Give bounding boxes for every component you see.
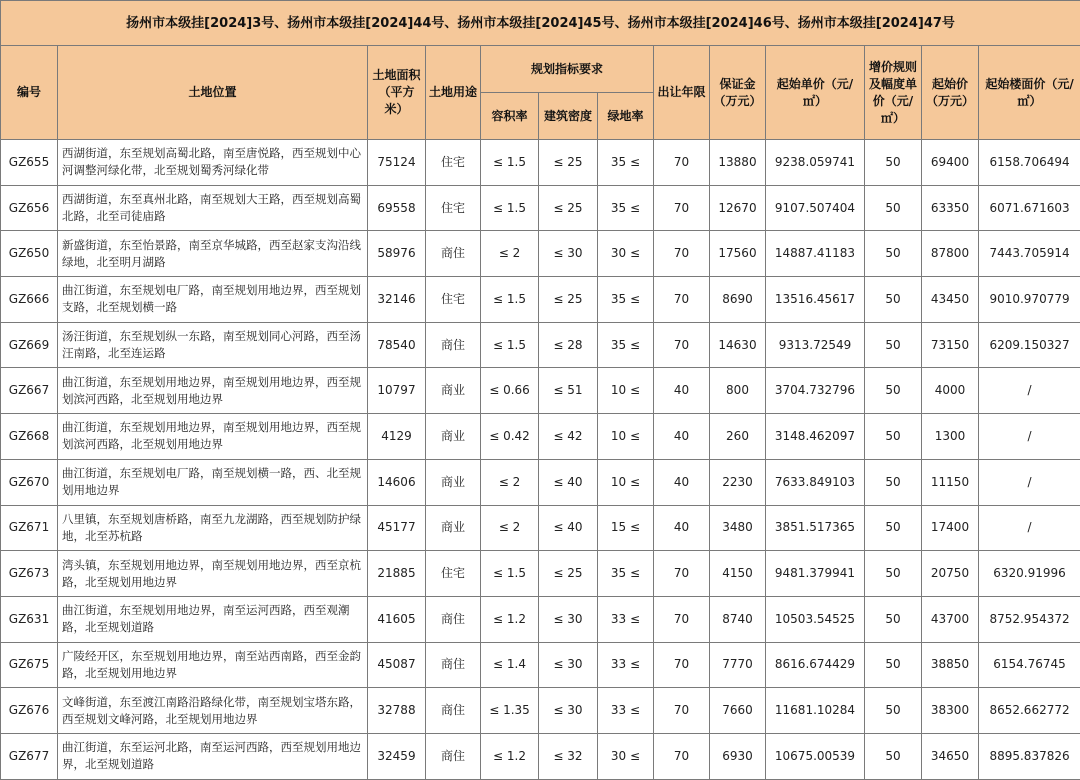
cell-green: 33 ≤ bbox=[598, 688, 654, 734]
cell-start-price: 4000 bbox=[922, 368, 979, 414]
cell-id: GZ650 bbox=[1, 231, 58, 277]
table-row bbox=[1, 185, 1080, 231]
cell-unit-price: 9481.379941 bbox=[766, 551, 865, 597]
cell-id: GZ669 bbox=[1, 322, 58, 368]
cell-floor-price: 6209.150327 bbox=[979, 322, 1080, 368]
cell-unit-price: 9313.72549 bbox=[766, 322, 865, 368]
header-density: 建筑密度 bbox=[539, 93, 598, 140]
cell-start-price: 17400 bbox=[922, 505, 979, 551]
table-row bbox=[1, 642, 1080, 688]
cell-use: 住宅 bbox=[426, 551, 481, 597]
cell-area: 14606 bbox=[368, 459, 426, 505]
cell-green: 33 ≤ bbox=[598, 596, 654, 642]
cell-deposit: 260 bbox=[710, 414, 766, 460]
cell-unit-price: 9238.059741 bbox=[766, 140, 865, 186]
cell-id: GZ666 bbox=[1, 277, 58, 323]
cell-years: 70 bbox=[654, 231, 710, 277]
cell-increment: 50 bbox=[865, 231, 922, 277]
cell-density: ≤ 25 bbox=[539, 551, 598, 597]
cell-start-price: 38850 bbox=[922, 642, 979, 688]
cell-increment: 50 bbox=[865, 596, 922, 642]
table-row bbox=[1, 505, 1080, 551]
cell-green: 35 ≤ bbox=[598, 322, 654, 368]
cell-area: 10797 bbox=[368, 368, 426, 414]
cell-area: 45177 bbox=[368, 505, 426, 551]
cell-id: GZ671 bbox=[1, 505, 58, 551]
cell-increment: 50 bbox=[865, 642, 922, 688]
cell-far: ≤ 2 bbox=[481, 231, 539, 277]
cell-location: 曲江街道，东至运河北路，南至运河西路，西至规划用地边界，北至规划道路 bbox=[58, 733, 368, 779]
table-row bbox=[1, 368, 1080, 414]
table-title: 扬州市本级挂[2024]3号、扬州市本级挂[2024]44号、扬州市本级挂[2024]45号、扬州市本级挂[2024]46号、扬州市本级挂[2024]47号 bbox=[1, 1, 1080, 46]
cell-green: 10 ≤ bbox=[598, 414, 654, 460]
cell-years: 70 bbox=[654, 185, 710, 231]
cell-use: 商住 bbox=[426, 596, 481, 642]
cell-location: 八里镇，东至规划唐桥路，南至九龙湖路，西至规划防护绿地，北至苏杭路 bbox=[58, 505, 368, 551]
header-unit-price: 起始单价（元/㎡） bbox=[766, 46, 865, 140]
table-row bbox=[1, 551, 1080, 597]
cell-area: 75124 bbox=[368, 140, 426, 186]
cell-green: 30 ≤ bbox=[598, 733, 654, 779]
cell-location: 曲江街道，东至规划用地边界，南至运河西路，西至观潮路，北至规划道路 bbox=[58, 596, 368, 642]
cell-floor-price: 6158.706494 bbox=[979, 140, 1080, 186]
cell-deposit: 7660 bbox=[710, 688, 766, 734]
cell-id: GZ675 bbox=[1, 642, 58, 688]
cell-unit-price: 10675.00539 bbox=[766, 733, 865, 779]
cell-deposit: 4150 bbox=[710, 551, 766, 597]
header-deposit: 保证金（万元） bbox=[710, 46, 766, 140]
cell-increment: 50 bbox=[865, 414, 922, 460]
header-increment: 增价规则及幅度单价（元/㎡） bbox=[865, 46, 922, 140]
cell-density: ≤ 32 bbox=[539, 733, 598, 779]
cell-far: ≤ 1.5 bbox=[481, 551, 539, 597]
cell-id: GZ673 bbox=[1, 551, 58, 597]
cell-density: ≤ 30 bbox=[539, 596, 598, 642]
cell-density: ≤ 42 bbox=[539, 414, 598, 460]
cell-location: 曲江街道，东至规划电厂路，南至规划横一路，西、北至规划用地边界 bbox=[58, 459, 368, 505]
cell-years: 70 bbox=[654, 551, 710, 597]
cell-increment: 50 bbox=[865, 688, 922, 734]
cell-years: 70 bbox=[654, 596, 710, 642]
cell-far: ≤ 1.5 bbox=[481, 140, 539, 186]
cell-floor-price: 6071.671603 bbox=[979, 185, 1080, 231]
cell-floor-price: 7443.705914 bbox=[979, 231, 1080, 277]
cell-deposit: 8690 bbox=[710, 277, 766, 323]
cell-increment: 50 bbox=[865, 551, 922, 597]
cell-increment: 50 bbox=[865, 322, 922, 368]
cell-deposit: 13880 bbox=[710, 140, 766, 186]
cell-floor-price: 8752.954372 bbox=[979, 596, 1080, 642]
cell-far: ≤ 1.4 bbox=[481, 642, 539, 688]
cell-green: 15 ≤ bbox=[598, 505, 654, 551]
cell-area: 32146 bbox=[368, 277, 426, 323]
cell-start-price: 69400 bbox=[922, 140, 979, 186]
cell-years: 70 bbox=[654, 140, 710, 186]
cell-area: 21885 bbox=[368, 551, 426, 597]
cell-far: ≤ 0.42 bbox=[481, 414, 539, 460]
cell-increment: 50 bbox=[865, 733, 922, 779]
cell-floor-price: 6154.76745 bbox=[979, 642, 1080, 688]
cell-density: ≤ 25 bbox=[539, 185, 598, 231]
cell-years: 40 bbox=[654, 414, 710, 460]
cell-location: 新盛街道，东至怡景路，南至京华城路，西至赵家支沟沿线绿地，北至明月湖路 bbox=[58, 231, 368, 277]
cell-use: 商住 bbox=[426, 688, 481, 734]
cell-unit-price: 9107.507404 bbox=[766, 185, 865, 231]
cell-area: 32459 bbox=[368, 733, 426, 779]
cell-increment: 50 bbox=[865, 140, 922, 186]
header-id: 编号 bbox=[1, 46, 58, 140]
cell-deposit: 7770 bbox=[710, 642, 766, 688]
cell-density: ≤ 25 bbox=[539, 140, 598, 186]
cell-use: 住宅 bbox=[426, 277, 481, 323]
cell-floor-price: / bbox=[979, 368, 1080, 414]
cell-green: 35 ≤ bbox=[598, 140, 654, 186]
cell-density: ≤ 30 bbox=[539, 688, 598, 734]
cell-far: ≤ 1.5 bbox=[481, 322, 539, 368]
cell-unit-price: 13516.45617 bbox=[766, 277, 865, 323]
table-row bbox=[1, 140, 1080, 186]
cell-id: GZ656 bbox=[1, 185, 58, 231]
cell-start-price: 20750 bbox=[922, 551, 979, 597]
cell-location: 湾头镇，东至规划用地边界，南至规划用地边界，西至京杭路，北至规划用地边界 bbox=[58, 551, 368, 597]
cell-use: 商住 bbox=[426, 642, 481, 688]
cell-id: GZ655 bbox=[1, 140, 58, 186]
cell-far: ≤ 1.35 bbox=[481, 688, 539, 734]
cell-green: 10 ≤ bbox=[598, 459, 654, 505]
cell-floor-price: / bbox=[979, 459, 1080, 505]
cell-start-price: 34650 bbox=[922, 733, 979, 779]
cell-area: 32788 bbox=[368, 688, 426, 734]
cell-use: 商业 bbox=[426, 505, 481, 551]
cell-density: ≤ 30 bbox=[539, 231, 598, 277]
table-row bbox=[1, 733, 1080, 779]
cell-start-price: 1300 bbox=[922, 414, 979, 460]
cell-location: 文峰街道，东至渡江南路沿路绿化带，南至规划宝塔东路，西至规划文峰河路，北至规划用地边界 bbox=[58, 688, 368, 734]
cell-id: GZ676 bbox=[1, 688, 58, 734]
cell-location: 曲江街道，东至规划电厂路，南至规划用地边界，西至规划支路，北至规划横一路 bbox=[58, 277, 368, 323]
cell-start-price: 87800 bbox=[922, 231, 979, 277]
cell-location: 西湖街道，东至真州北路，南至规划大王路，西至规划高蜀北路，北至司徒庙路 bbox=[58, 185, 368, 231]
cell-increment: 50 bbox=[865, 505, 922, 551]
header-use: 土地用途 bbox=[426, 46, 481, 140]
header-start-price: 起始价（万元） bbox=[922, 46, 979, 140]
cell-far: ≤ 1.2 bbox=[481, 596, 539, 642]
cell-green: 35 ≤ bbox=[598, 185, 654, 231]
cell-deposit: 14630 bbox=[710, 322, 766, 368]
table-body bbox=[1, 140, 1080, 780]
cell-deposit: 17560 bbox=[710, 231, 766, 277]
cell-id: GZ668 bbox=[1, 414, 58, 460]
cell-location: 汤汪街道，东至规划纵一东路，南至规划同心河路，西至汤汪南路，北至连运路 bbox=[58, 322, 368, 368]
header-location: 土地位置 bbox=[58, 46, 368, 140]
cell-floor-price: 9010.970779 bbox=[979, 277, 1080, 323]
cell-start-price: 11150 bbox=[922, 459, 979, 505]
cell-start-price: 43450 bbox=[922, 277, 979, 323]
table-row bbox=[1, 459, 1080, 505]
cell-years: 40 bbox=[654, 459, 710, 505]
cell-unit-price: 3148.462097 bbox=[766, 414, 865, 460]
cell-id: GZ670 bbox=[1, 459, 58, 505]
cell-density: ≤ 28 bbox=[539, 322, 598, 368]
cell-location: 曲江街道，东至规划用地边界，南至规划用地边界，西至规划滨河西路，北至规划用地边界 bbox=[58, 414, 368, 460]
cell-years: 70 bbox=[654, 277, 710, 323]
cell-use: 住宅 bbox=[426, 140, 481, 186]
cell-far: ≤ 2 bbox=[481, 505, 539, 551]
cell-density: ≤ 30 bbox=[539, 642, 598, 688]
cell-increment: 50 bbox=[865, 185, 922, 231]
cell-increment: 50 bbox=[865, 277, 922, 323]
cell-floor-price: / bbox=[979, 505, 1080, 551]
cell-area: 45087 bbox=[368, 642, 426, 688]
cell-unit-price: 7633.849103 bbox=[766, 459, 865, 505]
cell-green: 33 ≤ bbox=[598, 642, 654, 688]
cell-area: 78540 bbox=[368, 322, 426, 368]
cell-green: 30 ≤ bbox=[598, 231, 654, 277]
cell-floor-price: / bbox=[979, 414, 1080, 460]
cell-far: ≤ 0.66 bbox=[481, 368, 539, 414]
cell-green: 10 ≤ bbox=[598, 368, 654, 414]
cell-green: 35 ≤ bbox=[598, 551, 654, 597]
table-row bbox=[1, 596, 1080, 642]
cell-density: ≤ 25 bbox=[539, 277, 598, 323]
table-row bbox=[1, 322, 1080, 368]
cell-deposit: 8740 bbox=[710, 596, 766, 642]
cell-unit-price: 14887.41183 bbox=[766, 231, 865, 277]
cell-far: ≤ 2 bbox=[481, 459, 539, 505]
cell-use: 商业 bbox=[426, 414, 481, 460]
cell-area: 69558 bbox=[368, 185, 426, 231]
cell-use: 商住 bbox=[426, 733, 481, 779]
cell-density: ≤ 51 bbox=[539, 368, 598, 414]
cell-use: 住宅 bbox=[426, 185, 481, 231]
cell-area: 4129 bbox=[368, 414, 426, 460]
cell-deposit: 800 bbox=[710, 368, 766, 414]
cell-years: 70 bbox=[654, 688, 710, 734]
cell-floor-price: 8652.662772 bbox=[979, 688, 1080, 734]
cell-floor-price: 8895.837826 bbox=[979, 733, 1080, 779]
cell-unit-price: 10503.54525 bbox=[766, 596, 865, 642]
cell-far: ≤ 1.5 bbox=[481, 185, 539, 231]
header-years: 出让年限 bbox=[654, 46, 710, 140]
cell-location: 曲江街道，东至规划用地边界，南至规划用地边界，西至规划滨河西路，北至规划用地边界 bbox=[58, 368, 368, 414]
cell-years: 70 bbox=[654, 733, 710, 779]
header-far: 容积率 bbox=[481, 93, 539, 140]
cell-area: 58976 bbox=[368, 231, 426, 277]
cell-unit-price: 3704.732796 bbox=[766, 368, 865, 414]
cell-far: ≤ 1.5 bbox=[481, 277, 539, 323]
cell-unit-price: 3851.517365 bbox=[766, 505, 865, 551]
cell-years: 70 bbox=[654, 642, 710, 688]
cell-years: 70 bbox=[654, 322, 710, 368]
cell-density: ≤ 40 bbox=[539, 505, 598, 551]
cell-use: 商业 bbox=[426, 459, 481, 505]
cell-deposit: 2230 bbox=[710, 459, 766, 505]
cell-location: 广陵经开区，东至规划用地边界，南至站西南路，西至金韵路，北至规划用地边界 bbox=[58, 642, 368, 688]
cell-id: GZ677 bbox=[1, 733, 58, 779]
cell-floor-price: 6320.91996 bbox=[979, 551, 1080, 597]
cell-green: 35 ≤ bbox=[598, 277, 654, 323]
cell-start-price: 38300 bbox=[922, 688, 979, 734]
header-green: 绿地率 bbox=[598, 93, 654, 140]
table-row bbox=[1, 688, 1080, 734]
cell-unit-price: 8616.674429 bbox=[766, 642, 865, 688]
cell-increment: 50 bbox=[865, 459, 922, 505]
cell-deposit: 6930 bbox=[710, 733, 766, 779]
header-area: 土地面积（平方米） bbox=[368, 46, 426, 140]
cell-years: 40 bbox=[654, 505, 710, 551]
cell-unit-price: 11681.10284 bbox=[766, 688, 865, 734]
cell-deposit: 12670 bbox=[710, 185, 766, 231]
cell-use: 商业 bbox=[426, 368, 481, 414]
cell-start-price: 63350 bbox=[922, 185, 979, 231]
cell-increment: 50 bbox=[865, 368, 922, 414]
cell-use: 商住 bbox=[426, 231, 481, 277]
table-row bbox=[1, 414, 1080, 460]
cell-id: GZ631 bbox=[1, 596, 58, 642]
cell-start-price: 73150 bbox=[922, 322, 979, 368]
cell-years: 40 bbox=[654, 368, 710, 414]
cell-deposit: 3480 bbox=[710, 505, 766, 551]
header-planning: 规划指标要求 bbox=[481, 46, 654, 93]
header-floor-price: 起始楼面价（元/㎡） bbox=[979, 46, 1080, 140]
cell-use: 商住 bbox=[426, 322, 481, 368]
cell-area: 41605 bbox=[368, 596, 426, 642]
cell-density: ≤ 40 bbox=[539, 459, 598, 505]
cell-id: GZ667 bbox=[1, 368, 58, 414]
cell-start-price: 43700 bbox=[922, 596, 979, 642]
cell-far: ≤ 1.2 bbox=[481, 733, 539, 779]
cell-location: 西湖街道，东至规划高蜀北路，南至唐悦路，西至规划中心河调整河绿化带，北至规划蜀秀河绿化带 bbox=[58, 140, 368, 186]
table-row bbox=[1, 277, 1080, 323]
table-row bbox=[1, 231, 1080, 277]
